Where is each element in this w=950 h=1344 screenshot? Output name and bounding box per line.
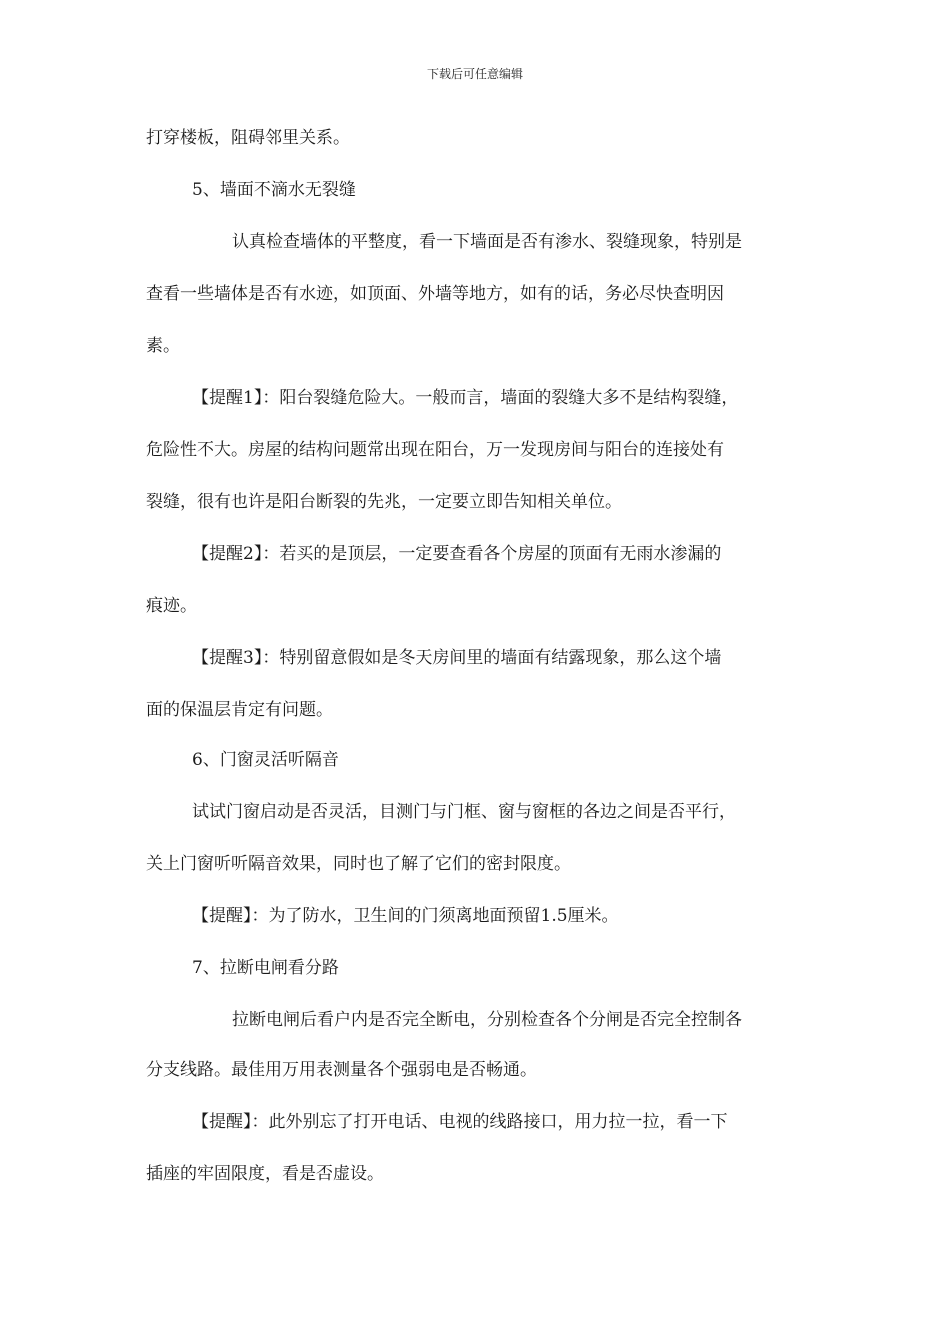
text-line: 危险性不大。房屋的结构问题常出现在阳台，万一发现房间与阳台的连接处有: [146, 440, 724, 460]
text-line: 拉断电闸后看户内是否完全断电，分别检查各个分闸是否完全控制各: [232, 1010, 742, 1030]
text-line: 试试门窗启动是否灵活，目测门与门框、窗与窗框的各边之间是否平行，: [192, 802, 736, 822]
text-line: 插座的牢固限度，看是否虚设。: [146, 1164, 384, 1184]
tip-socket: 【提醒】：此外别忘了打开电话、电视的线路接口，用力拉一拉，看一下: [192, 1112, 728, 1132]
section-heading-7: 7、拉断电闸看分路: [192, 958, 339, 978]
text-line: 面的保温层肯定有问题。: [146, 700, 333, 720]
tip-door: 【提醒】：为了防水，卫生间的门须离地面预留1.5厘米。: [192, 906, 619, 926]
text-line: 打穿楼板，阻碍邻里关系。: [146, 128, 350, 148]
text-line: 查看一些墙体是否有水迹，如顶面、外墙等地方，如有的话，务必尽快查明因: [146, 284, 724, 304]
tip-2: 【提醒2】：若买的是顶层，一定要查看各个房屋的顶面有无雨水渗漏的: [192, 544, 722, 564]
tip-3: 【提醒3】：特别留意假如是冬天房间里的墙面有结露现象，那么这个墙: [192, 648, 722, 668]
text-line: 裂缝，很有也许是阳台断裂的先兆，一定要立即告知相关单位。: [146, 492, 622, 512]
section-heading-6: 6、门窗灵活听隔音: [192, 750, 339, 770]
page-header: 下载后可任意编辑: [426, 67, 523, 81]
text-line: 分支线路。最佳用万用表测量各个强弱电是否畅通。: [146, 1060, 537, 1080]
text-line: 痕迹。: [146, 596, 197, 616]
text-line: 关上门窗听听隔音效果，同时也了解了它们的密封限度。: [146, 854, 571, 874]
section-heading-5: 5、墙面不滴水无裂缝: [192, 180, 356, 200]
text-line: 素。: [146, 336, 180, 356]
tip-1: 【提醒1】：阳台裂缝危险大。一般而言，墙面的裂缝大多不是结构裂缝，: [192, 388, 739, 408]
text-line: 认真检查墙体的平整度，看一下墙面是否有渗水、裂缝现象，特别是: [232, 232, 742, 252]
